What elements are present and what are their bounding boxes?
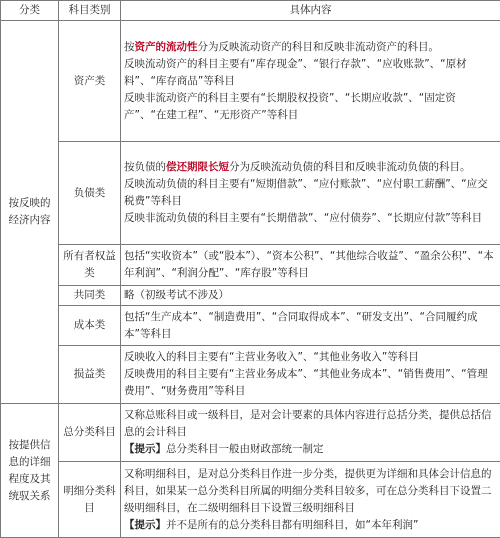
content-line: 又称明细科目，是对总分类科目作进一步分类，提供更为详细和具体会计信息的科目，如果某一总分类科目所属的明细分类科目较多，可在总分类科目下设置二级明细科目，在二级明细科目下设置三级明细科目 <box>124 466 497 517</box>
content-common: 略（初级考试不涉及） <box>121 286 500 306</box>
type-common: 共同类 <box>59 286 121 306</box>
content-line: 反映非流动资产的科目主要有“长期股权投资”、“长期应收款”、“固定资产”、“在建工程”、“无形资产”等科目 <box>124 90 497 124</box>
table-row <box>1 306 500 346</box>
table-row <box>1 286 500 306</box>
group-label-detail-level: 按提供信息的详细程度及其统驭关系 <box>1 404 59 538</box>
content-owners-equity: 包括“实收资本”（或“股本”）、“资本公积”、“其他综合收益”、“盈余公积”、“本年利润”、“利润分配”、“库存股”等科目 <box>121 245 500 286</box>
type-subsidiary-ledger: 明细分类科目 <box>59 462 121 538</box>
type-liabilities: 负债类 <box>59 142 121 245</box>
table-row <box>1 404 500 462</box>
content-line: 反映流动负债的科目主要有“短期借款”、“应付账款”、“应付职工薪酬”、“应交税费”等科目 <box>124 176 497 210</box>
content-line: 反映流动资产的科目主要有“库存现金”、“银行存款”、“应收账款”、“原材料”、“库存商品”等科目 <box>124 56 497 90</box>
type-cost: 成本类 <box>59 306 121 346</box>
content-line: 反映费用的科目主要有“主营业务成本”、“其他业务成本”、“销售费用”、“管理费用”、“财务费用”等科目 <box>124 366 497 400</box>
type-profit-loss: 损益类 <box>59 346 121 404</box>
table-row <box>1 346 500 404</box>
content-liabilities <box>121 142 500 245</box>
content-line: 【提示】总分类科目一般由财政部统一制定 <box>124 441 497 458</box>
content-line: 反映非流动负债的科目主要有“长期借款”、“应付债券”、“长期应付款”等科目 <box>124 210 497 227</box>
table-row <box>1 462 500 538</box>
content-assets <box>121 21 500 142</box>
content-line: 按负债的偿还期限长短分为反映流动负债的科目和反映非流动负债的科目。 <box>124 159 497 176</box>
content-profit-loss <box>121 346 500 404</box>
group-label-economic-content: 按反映的经济内容 <box>1 21 59 404</box>
content-cost: 包括“生产成本”、“制造费用”、“合同取得成本”、“研发支出”、“合同履约成本”等科目 <box>121 306 500 346</box>
type-general-ledger: 总分类科目 <box>59 404 121 462</box>
header-details: 具体内容 <box>121 1 500 21</box>
content-general-ledger <box>121 404 500 462</box>
type-assets: 资产类 <box>59 21 121 142</box>
header-account-type: 科目类别 <box>59 1 121 21</box>
content-line: 又称总账科目或一级科目，是对会计要素的具体内容进行总括分类，提供总括信息的会计科目 <box>124 407 497 441</box>
header-category: 分类 <box>1 1 59 21</box>
content-subsidiary-ledger <box>121 462 500 538</box>
table-row <box>1 245 500 286</box>
header-row <box>1 1 500 21</box>
table-row <box>1 142 500 245</box>
type-owners-equity: 所有者权益类 <box>59 245 121 286</box>
table-row <box>1 21 500 142</box>
content-line: 按资产的流动性分为反映流动资产的科目和反映非流动资产的科目。 <box>124 39 497 56</box>
content-line: 反映收入的科目主要有“主营业务收入”、“其他业务收入”等科目 <box>124 349 497 366</box>
content-line: 【提示】并不是所有的总分类科目都有明细科目，如“本年利润” <box>124 517 497 534</box>
